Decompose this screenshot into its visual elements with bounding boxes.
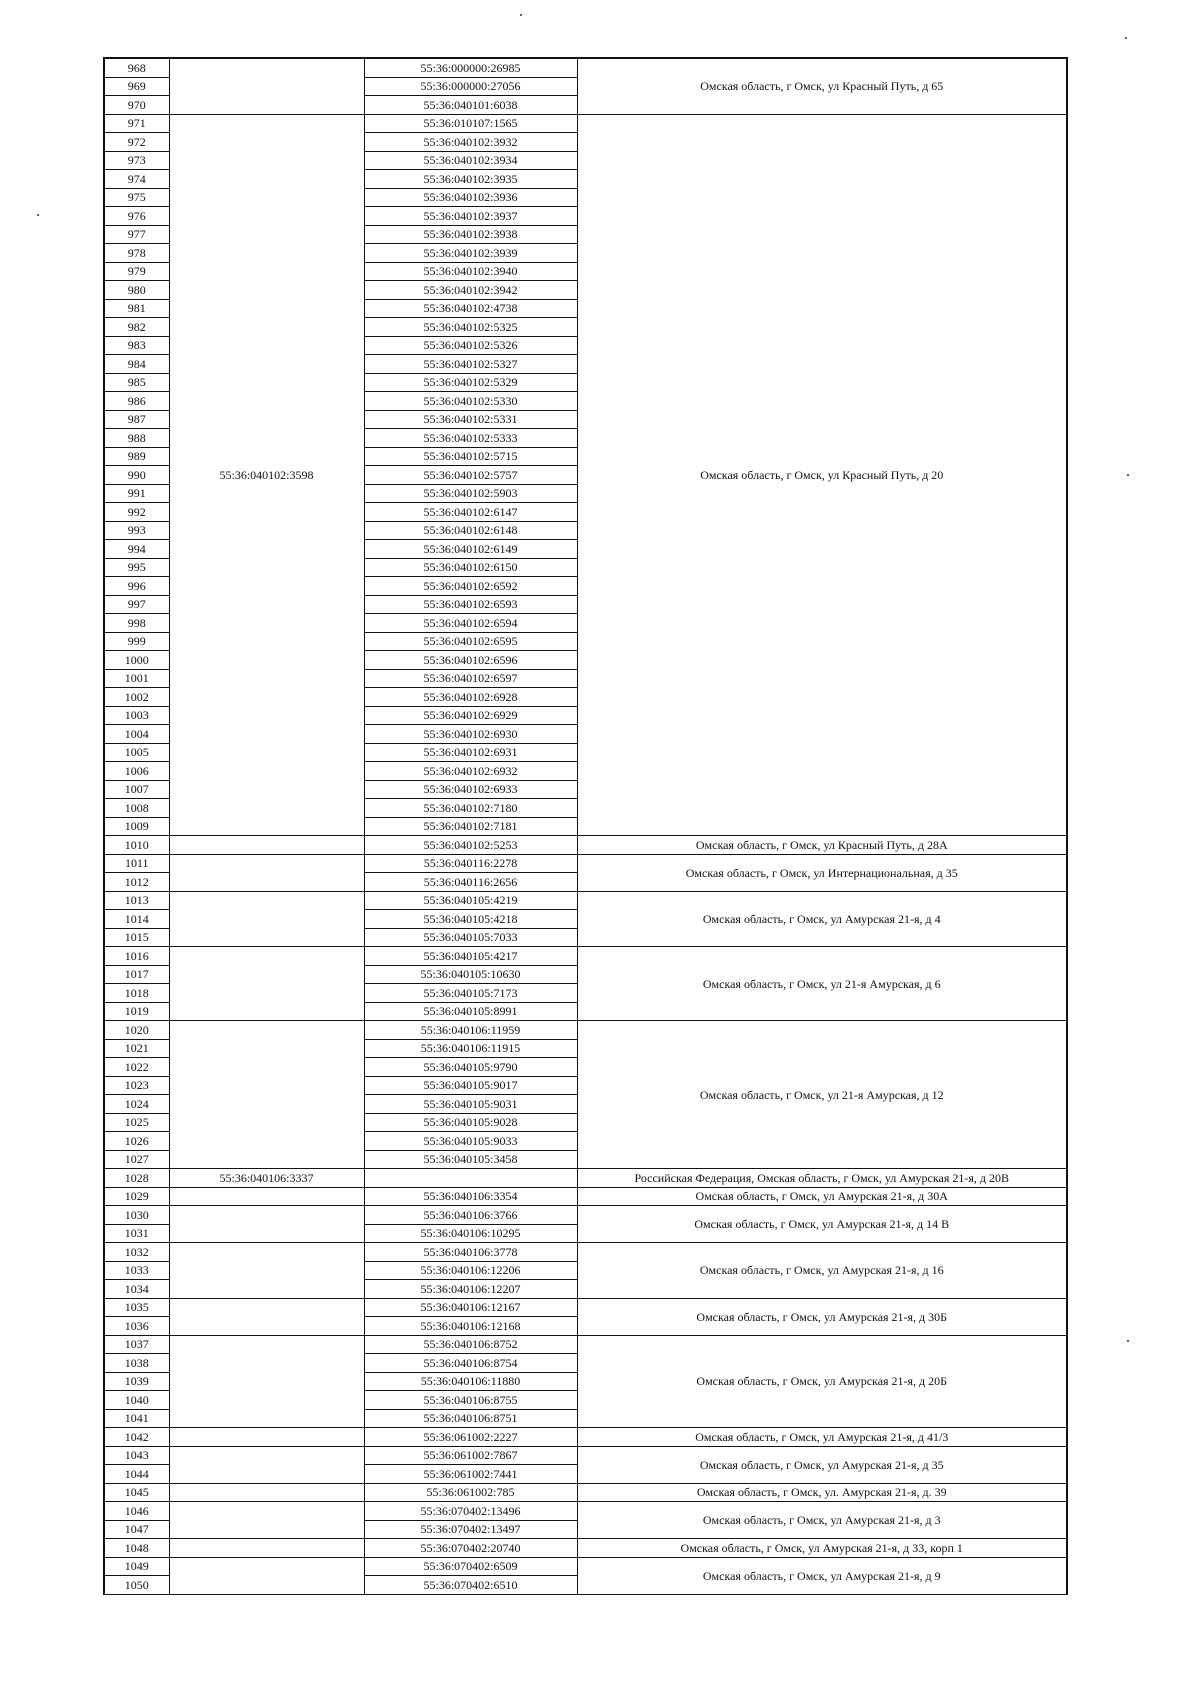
cadastral-number: 55:36:040102:3940 (364, 262, 577, 281)
cadastral-number: 55:36:040105:9028 (364, 1113, 577, 1132)
parent-cadastral-number (169, 1298, 364, 1335)
row-number: 1027 (104, 1150, 169, 1169)
address: Омская область, г Омск, ул Красный Путь, д 28А (577, 836, 1067, 855)
row-number: 1012 (104, 873, 169, 892)
row-number: 978 (104, 244, 169, 263)
cadastral-number: 55:36:040102:7180 (364, 799, 577, 818)
cadastral-number: 55:36:040102:5333 (364, 429, 577, 448)
cadastral-number: 55:36:040102:6931 (364, 743, 577, 762)
row-number: 1007 (104, 780, 169, 799)
cadastral-number: 55:36:040102:6147 (364, 503, 577, 522)
parent-cadastral-number (169, 1243, 364, 1299)
cadastral-number: 55:36:040105:9031 (364, 1095, 577, 1114)
row-number: 1023 (104, 1076, 169, 1095)
row-number: 1045 (104, 1483, 169, 1502)
parent-cadastral-number (169, 1557, 364, 1594)
cadastral-number: 55:36:040102:6930 (364, 725, 577, 744)
row-number: 1035 (104, 1298, 169, 1317)
cadastral-number: 55:36:040102:6150 (364, 558, 577, 577)
scan-speck (37, 214, 39, 216)
cadastral-number: 55:36:040116:2278 (364, 854, 577, 873)
row-number: 1003 (104, 706, 169, 725)
table-row (104, 1428, 1067, 1447)
cadastral-number: 55:36:040105:9033 (364, 1132, 577, 1151)
row-number: 1004 (104, 725, 169, 744)
row-number: 1040 (104, 1391, 169, 1410)
table-row (104, 1446, 1067, 1465)
parent-cadastral-number (169, 1206, 364, 1243)
row-number: 990 (104, 466, 169, 485)
cadastral-number: 55:36:040106:8754 (364, 1354, 577, 1373)
cadastral-number: 55:36:040102:6932 (364, 762, 577, 781)
parent-cadastral-number (169, 891, 364, 947)
parent-cadastral-number (169, 1502, 364, 1539)
cadastral-number: 55:36:040102:5757 (364, 466, 577, 485)
cadastral-number: 55:36:070402:20740 (364, 1539, 577, 1558)
cadastral-number: 55:36:061002:2227 (364, 1428, 577, 1447)
cadastral-number: 55:36:040105:9017 (364, 1076, 577, 1095)
address: Омская область, г Омск, ул Интернациональная, д 35 (577, 854, 1067, 891)
cadastral-number: 55:36:040102:5715 (364, 447, 577, 466)
table-row (104, 1557, 1067, 1576)
table-row (104, 1243, 1067, 1262)
cadastral-number: 55:36:040105:8991 (364, 1002, 577, 1021)
table-body (104, 58, 1067, 1594)
cadastral-number: 55:36:040106:11915 (364, 1039, 577, 1058)
address: Омская область, г Омск, ул Амурская 21-я, д 41/3 (577, 1428, 1067, 1447)
parent-cadastral-number (169, 1483, 364, 1502)
cadastral-number: 55:36:040102:4738 (364, 299, 577, 318)
row-number: 975 (104, 188, 169, 207)
cadastral-number: 55:36:040102:6595 (364, 632, 577, 651)
cadastral-number: 55:36:040106:3778 (364, 1243, 577, 1262)
row-number: 973 (104, 151, 169, 170)
address: Омская область, г Омск, ул Красный Путь, д 20 (577, 114, 1067, 836)
parent-cadastral-number (169, 1335, 364, 1428)
row-number: 1025 (104, 1113, 169, 1132)
row-number: 1048 (104, 1539, 169, 1558)
table-row (104, 1502, 1067, 1521)
cadastral-number: 55:36:040105:7033 (364, 928, 577, 947)
cadastral-number: 55:36:040102:5329 (364, 373, 577, 392)
table-row (104, 1206, 1067, 1225)
row-number: 988 (104, 429, 169, 448)
cadastral-number: 55:36:040102:6597 (364, 669, 577, 688)
table-row (104, 114, 1067, 133)
table-row (104, 1539, 1067, 1558)
property-register-table (103, 57, 1068, 1595)
cadastral-number: 55:36:040106:12207 (364, 1280, 577, 1299)
cadastral-number: 55:36:040106:12167 (364, 1298, 577, 1317)
cadastral-number: 55:36:040106:12206 (364, 1261, 577, 1280)
parent-cadastral-number (169, 947, 364, 1021)
cadastral-number: 55:36:040106:3766 (364, 1206, 577, 1225)
cadastral-number: 55:36:000000:27056 (364, 77, 577, 96)
cadastral-number: 55:36:040102:5327 (364, 355, 577, 374)
cadastral-number: 55:36:040102:3934 (364, 151, 577, 170)
address: Омская область, г Омск, ул 21-я Амурская, д 6 (577, 947, 1067, 1021)
table-row (104, 1021, 1067, 1040)
table-row (104, 836, 1067, 855)
row-number: 1046 (104, 1502, 169, 1521)
row-number: 983 (104, 336, 169, 355)
row-number: 979 (104, 262, 169, 281)
cadastral-number: 55:36:040101:6038 (364, 96, 577, 115)
cadastral-number: 55:36:040106:3354 (364, 1187, 577, 1206)
cadastral-number: 55:36:040102:5253 (364, 836, 577, 855)
row-number: 991 (104, 484, 169, 503)
row-number: 1019 (104, 1002, 169, 1021)
cadastral-number: 55:36:040116:2656 (364, 873, 577, 892)
row-number: 980 (104, 281, 169, 300)
cadastral-number: 55:36:070402:6509 (364, 1557, 577, 1576)
cadastral-number: 55:36:040106:10295 (364, 1224, 577, 1243)
row-number: 1044 (104, 1465, 169, 1484)
cadastral-number: 55:36:070402:13497 (364, 1520, 577, 1539)
cadastral-number (364, 1169, 577, 1188)
row-number: 1006 (104, 762, 169, 781)
row-number: 1018 (104, 984, 169, 1003)
row-number: 969 (104, 77, 169, 96)
row-number: 987 (104, 410, 169, 429)
address: Омская область, г Омск, ул Амурская 21-я, д 14 В (577, 1206, 1067, 1243)
cadastral-number: 55:36:061002:785 (364, 1483, 577, 1502)
row-number: 1029 (104, 1187, 169, 1206)
table-row (104, 947, 1067, 966)
row-number: 1011 (104, 854, 169, 873)
row-number: 1037 (104, 1335, 169, 1354)
parent-cadastral-number (169, 1428, 364, 1447)
row-number: 1001 (104, 669, 169, 688)
cadastral-number: 55:36:040105:9790 (364, 1058, 577, 1077)
row-number: 968 (104, 58, 169, 77)
address: Омская область, г Омск, ул Амурская 21-я, д 30Б (577, 1298, 1067, 1335)
parent-cadastral-number: 55:36:040102:3598 (169, 114, 364, 836)
cadastral-number: 55:36:070402:13496 (364, 1502, 577, 1521)
row-number: 1009 (104, 817, 169, 836)
row-number: 993 (104, 521, 169, 540)
cadastral-number: 55:36:040105:4217 (364, 947, 577, 966)
cadastral-number: 55:36:040102:3935 (364, 170, 577, 189)
scan-speck (1125, 37, 1127, 39)
row-number: 1039 (104, 1372, 169, 1391)
cadastral-number: 55:36:040102:6593 (364, 595, 577, 614)
address: Омская область, г Омск, ул Амурская 21-я, д 9 (577, 1557, 1067, 1594)
row-number: 977 (104, 225, 169, 244)
row-number: 1024 (104, 1095, 169, 1114)
address: Омская область, г Омск, ул Амурская 21-я, д 16 (577, 1243, 1067, 1299)
address: Омская область, г Омск, ул Амурская 21-я, д 35 (577, 1446, 1067, 1483)
cadastral-number: 55:36:040102:6592 (364, 577, 577, 596)
scan-speck (1127, 1340, 1129, 1342)
address: Омская область, г Омск, ул Амурская 21-я, д 4 (577, 891, 1067, 947)
row-number: 1050 (104, 1576, 169, 1595)
cadastral-number: 55:36:040106:12168 (364, 1317, 577, 1336)
cadastral-number: 55:36:040102:5903 (364, 484, 577, 503)
cadastral-number: 55:36:061002:7441 (364, 1465, 577, 1484)
row-number: 1049 (104, 1557, 169, 1576)
row-number: 996 (104, 577, 169, 596)
row-number: 972 (104, 133, 169, 152)
row-number: 1043 (104, 1446, 169, 1465)
table-row (104, 1335, 1067, 1354)
cadastral-number: 55:36:040102:3937 (364, 207, 577, 226)
row-number: 995 (104, 558, 169, 577)
row-number: 1017 (104, 965, 169, 984)
cadastral-number: 55:36:040102:6596 (364, 651, 577, 670)
cadastral-number: 55:36:000000:26985 (364, 58, 577, 77)
cadastral-number: 55:36:040105:4218 (364, 910, 577, 929)
row-number: 999 (104, 632, 169, 651)
cadastral-number: 55:36:040102:3936 (364, 188, 577, 207)
parent-cadastral-number (169, 58, 364, 114)
parent-cadastral-number (169, 1446, 364, 1483)
table-row (104, 1187, 1067, 1206)
cadastral-number: 55:36:040106:11959 (364, 1021, 577, 1040)
cadastral-number: 55:36:061002:7867 (364, 1446, 577, 1465)
row-number: 976 (104, 207, 169, 226)
row-number: 1031 (104, 1224, 169, 1243)
row-number: 1022 (104, 1058, 169, 1077)
row-number: 994 (104, 540, 169, 559)
parent-cadastral-number (169, 1021, 364, 1169)
cadastral-number: 55:36:040102:5330 (364, 392, 577, 411)
row-number: 1030 (104, 1206, 169, 1225)
row-number: 1008 (104, 799, 169, 818)
row-number: 1033 (104, 1261, 169, 1280)
cadastral-number: 55:36:040102:6148 (364, 521, 577, 540)
row-number: 1016 (104, 947, 169, 966)
cadastral-number: 55:36:040102:7181 (364, 817, 577, 836)
row-number: 1020 (104, 1021, 169, 1040)
scan-speck (520, 14, 522, 16)
row-number: 1047 (104, 1520, 169, 1539)
cadastral-number: 55:36:040102:3938 (364, 225, 577, 244)
cadastral-number: 55:36:040102:3942 (364, 281, 577, 300)
cadastral-number: 55:36:040102:6594 (364, 614, 577, 633)
cadastral-number: 55:36:040102:3939 (364, 244, 577, 263)
cadastral-number: 55:36:040106:11880 (364, 1372, 577, 1391)
table-row (104, 1483, 1067, 1502)
address: Омская область, г Омск, ул 21-я Амурская, д 12 (577, 1021, 1067, 1169)
cadastral-number: 55:36:040102:6928 (364, 688, 577, 707)
parent-cadastral-number (169, 854, 364, 891)
cadastral-number: 55:36:040102:6149 (364, 540, 577, 559)
parent-cadastral-number (169, 1187, 364, 1206)
parent-cadastral-number: 55:36:040106:3337 (169, 1169, 364, 1188)
cadastral-number: 55:36:040106:8751 (364, 1409, 577, 1428)
row-number: 981 (104, 299, 169, 318)
cadastral-number: 55:36:040105:3458 (364, 1150, 577, 1169)
row-number: 974 (104, 170, 169, 189)
scan-speck (1127, 474, 1129, 476)
cadastral-number: 55:36:040102:3932 (364, 133, 577, 152)
row-number: 1013 (104, 891, 169, 910)
address: Омская область, г Омск, ул. Амурская 21-я, д. 39 (577, 1483, 1067, 1502)
row-number: 1000 (104, 651, 169, 670)
cadastral-number: 55:36:070402:6510 (364, 1576, 577, 1595)
cadastral-number: 55:36:040102:6929 (364, 706, 577, 725)
address: Омская область, г Омск, ул Амурская 21-я, д 20Б (577, 1335, 1067, 1428)
address: Омская область, г Омск, ул Амурская 21-я, д 3 (577, 1502, 1067, 1539)
row-number: 1038 (104, 1354, 169, 1373)
parent-cadastral-number (169, 1539, 364, 1558)
cadastral-number: 55:36:040102:6933 (364, 780, 577, 799)
row-number: 989 (104, 447, 169, 466)
table-row (104, 854, 1067, 873)
table-row (104, 1298, 1067, 1317)
row-number: 1005 (104, 743, 169, 762)
row-number: 1042 (104, 1428, 169, 1447)
row-number: 1028 (104, 1169, 169, 1188)
table-row (104, 1169, 1067, 1188)
row-number: 971 (104, 114, 169, 133)
row-number: 1002 (104, 688, 169, 707)
row-number: 1015 (104, 928, 169, 947)
address: Омская область, г Омск, ул Амурская 21-я, д 30А (577, 1187, 1067, 1206)
row-number: 1010 (104, 836, 169, 855)
address: Российская Федерация, Омская область, г Омск, ул Амурская 21-я, д 20В (577, 1169, 1067, 1188)
cadastral-number: 55:36:010107:1565 (364, 114, 577, 133)
row-number: 985 (104, 373, 169, 392)
address: Омская область, г Омск, ул Амурская 21-я, д 33, корп 1 (577, 1539, 1067, 1558)
cadastral-number: 55:36:040106:8752 (364, 1335, 577, 1354)
row-number: 1034 (104, 1280, 169, 1299)
cadastral-number: 55:36:040102:5326 (364, 336, 577, 355)
row-number: 986 (104, 392, 169, 411)
cadastral-number: 55:36:040102:5325 (364, 318, 577, 337)
row-number: 1041 (104, 1409, 169, 1428)
row-number: 1032 (104, 1243, 169, 1262)
row-number: 984 (104, 355, 169, 374)
row-number: 1036 (104, 1317, 169, 1336)
cadastral-number: 55:36:040105:7173 (364, 984, 577, 1003)
row-number: 997 (104, 595, 169, 614)
cadastral-number: 55:36:040105:4219 (364, 891, 577, 910)
row-number: 1026 (104, 1132, 169, 1151)
cadastral-number: 55:36:040106:8755 (364, 1391, 577, 1410)
table-row (104, 891, 1067, 910)
table-row (104, 58, 1067, 77)
row-number: 1014 (104, 910, 169, 929)
row-number: 1021 (104, 1039, 169, 1058)
row-number: 970 (104, 96, 169, 115)
row-number: 982 (104, 318, 169, 337)
row-number: 998 (104, 614, 169, 633)
parent-cadastral-number (169, 836, 364, 855)
address: Омская область, г Омск, ул Красный Путь, д 65 (577, 58, 1067, 114)
row-number: 992 (104, 503, 169, 522)
cadastral-number: 55:36:040105:10630 (364, 965, 577, 984)
cadastral-number: 55:36:040102:5331 (364, 410, 577, 429)
